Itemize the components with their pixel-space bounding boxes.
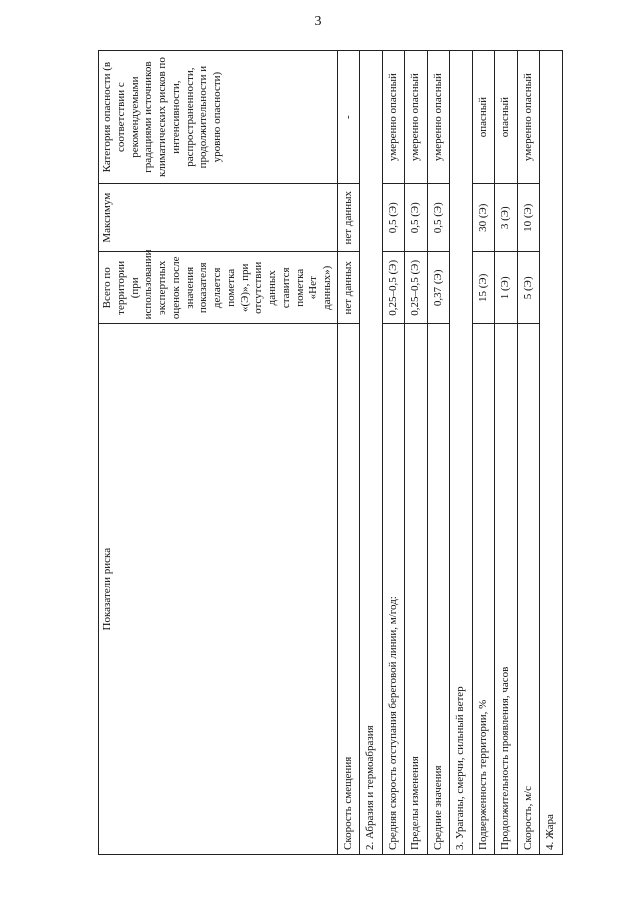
row-category: опасный bbox=[472, 51, 495, 184]
row-category: опасный bbox=[495, 51, 518, 184]
section-row bbox=[540, 51, 563, 855]
page-number: 3 bbox=[314, 14, 322, 29]
row-indicator: Скорость смещения bbox=[337, 324, 360, 855]
row-indicator: Подверженность территории, % bbox=[472, 324, 495, 855]
row-indicator: Пределы изменения bbox=[405, 324, 428, 855]
row-max: 0,5 (Э) bbox=[382, 184, 405, 252]
table-row bbox=[405, 51, 428, 855]
table-row bbox=[427, 51, 450, 855]
row-all: 0,37 (Э) bbox=[427, 252, 450, 324]
row-max: 0,5 (Э) bbox=[405, 184, 428, 252]
table-header-row bbox=[99, 51, 338, 855]
row-all: 15 (Э) bbox=[472, 252, 495, 324]
rotated-table-container bbox=[98, 50, 563, 855]
section-row bbox=[450, 51, 473, 855]
row-indicator: Средняя скорость отступания береговой линии, м/год: bbox=[382, 324, 405, 855]
row-max: 0,5 (Э) bbox=[427, 184, 450, 252]
table-row bbox=[495, 51, 518, 855]
header-all-territory: Всего по территории (при использовании экспертных оценок после значения показателя делается пометка «(Э)», при отсутствии данных ставится пометка «Нет данных») bbox=[99, 252, 338, 324]
section-title: 4. Жара bbox=[540, 51, 563, 855]
row-all: 0,25–0,5 (Э) bbox=[405, 252, 428, 324]
header-indicator: Показатели риска bbox=[99, 324, 338, 855]
section-title: 3. Ураганы, смерчи, сильный ветер bbox=[450, 51, 473, 855]
table-row bbox=[517, 51, 540, 855]
row-max: 3 (Э) bbox=[495, 184, 518, 252]
table-row bbox=[337, 51, 360, 855]
header-category: Категория опасности (в соответствии с рекомендуемыми градациями источников климатических рисков по интенсивности, распространенности, продолжительности и уровню опасности) bbox=[99, 51, 338, 184]
row-all: 1 (Э) bbox=[495, 252, 518, 324]
row-category: умеренно опасный bbox=[517, 51, 540, 184]
row-indicator: Скорость, м/с bbox=[517, 324, 540, 855]
section-title: 2. Абразия и термоабразия bbox=[360, 51, 383, 855]
row-indicator: Средние значения bbox=[427, 324, 450, 855]
row-all: 5 (Э) bbox=[517, 252, 540, 324]
table-row bbox=[472, 51, 495, 855]
row-all: 0,25–0,5 (Э) bbox=[382, 252, 405, 324]
row-all: нет данных bbox=[337, 252, 360, 324]
row-category: умеренно опасный bbox=[427, 51, 450, 184]
row-indicator: Продолжительность проявления, часов bbox=[495, 324, 518, 855]
row-category: - bbox=[337, 51, 360, 184]
risk-table bbox=[98, 50, 563, 855]
row-max: нет данных bbox=[337, 184, 360, 252]
row-category: умеренно опасный bbox=[405, 51, 428, 184]
row-category: умеренно опасный bbox=[382, 51, 405, 184]
row-max: 10 (Э) bbox=[517, 184, 540, 252]
row-max: 30 (Э) bbox=[472, 184, 495, 252]
table-row bbox=[382, 51, 405, 855]
section-row bbox=[360, 51, 383, 855]
header-maximum: Максимум bbox=[99, 184, 338, 252]
